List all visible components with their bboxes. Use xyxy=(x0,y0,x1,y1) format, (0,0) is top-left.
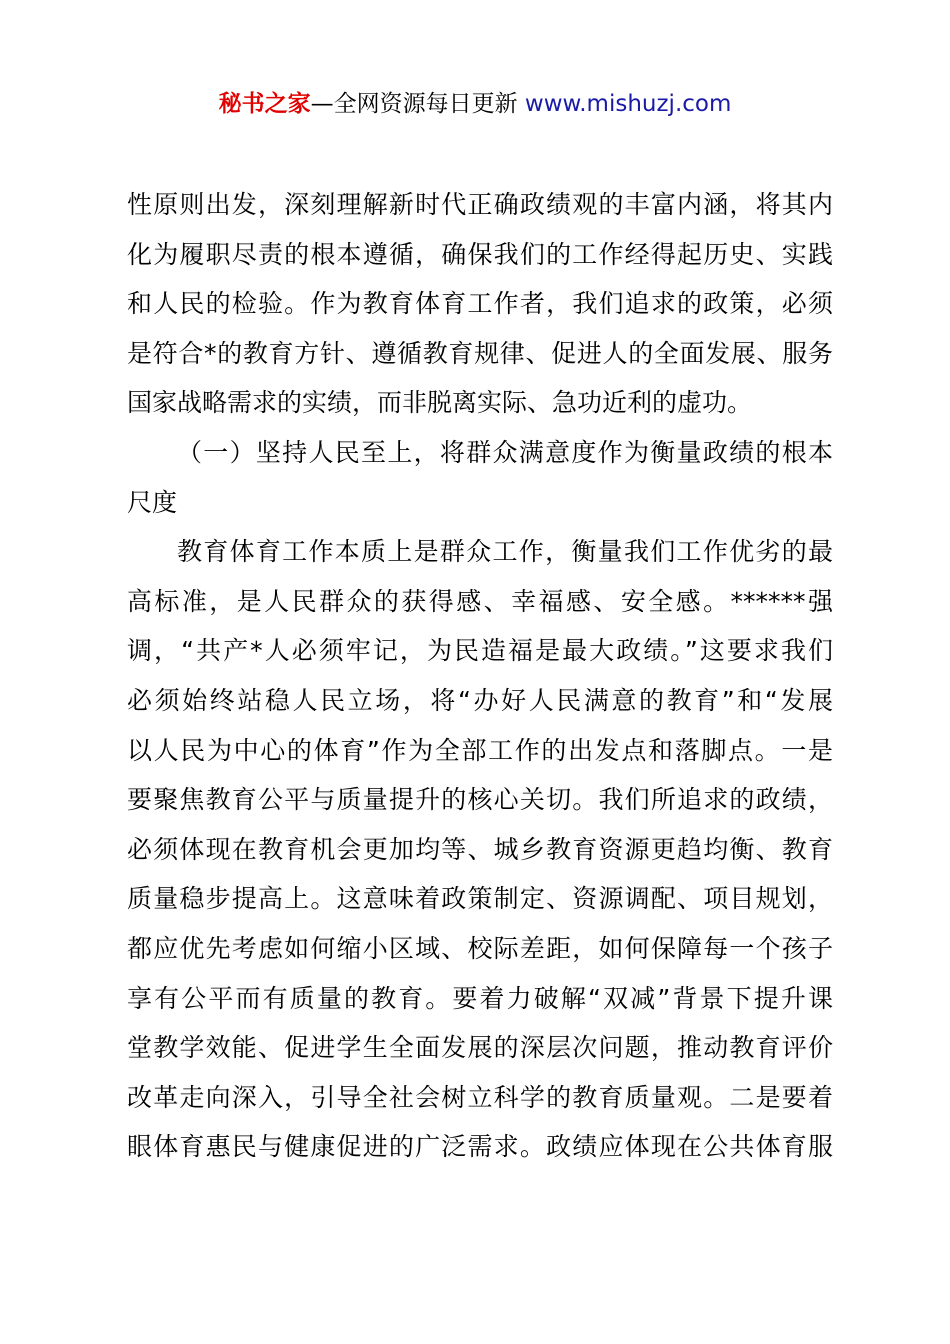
text-line: 教育体育工作本质上是群众工作，衡量我们工作优劣的最 xyxy=(177,537,833,567)
text-line: 堂教学效能、促进学生全面发展的深层次问题，推动教育评价 xyxy=(127,1033,833,1063)
text-line: 享有公平而有质量的教育。要着力破解“双减”背景下提升课 xyxy=(127,983,833,1013)
text-line: 调，“共产*人必须牢记，为民造福是最大政绩。”这要求我们 xyxy=(127,636,833,666)
text-line: 都应优先考虑如何缩小区域、校际差距，如何保障每一个孩子 xyxy=(127,933,833,963)
header-tagline: —全网资源每日更新 xyxy=(310,91,518,117)
document-body xyxy=(127,180,833,1172)
text-line: 必须始终站稳人民立场，将“办好人民满意的教育”和“发展 xyxy=(127,685,833,715)
site-header xyxy=(0,86,950,122)
text-line: 改革走向深入，引导全社会树立科学的教育质量观。二是要着 xyxy=(127,1082,833,1112)
text-line: 化为履职尽责的根本遵循，确保我们的工作经得起历史、实践 xyxy=(127,239,833,269)
text-line: 国家战略需求的实绩，而非脱离实际、急功近利的虚功。 xyxy=(127,388,753,418)
text-line: 质量稳步提高上。这意味着政策制定、资源调配、项目规划， xyxy=(127,884,833,914)
text-line: 必须体现在教育机会更加均等、城乡教育资源更趋均衡、教育 xyxy=(127,834,833,864)
text-line: 眼体育惠民与健康促进的广泛需求。政绩应体现在公共体育服 xyxy=(127,1132,833,1162)
text-line: 高标准，是人民群众的获得感、幸福感、安全感。******强 xyxy=(127,586,833,616)
section-heading-line: （一）坚持人民至上，将群众满意度作为衡量政绩的根本 xyxy=(177,437,833,467)
site-url-link[interactable]: www.mishuzj.com xyxy=(524,91,732,117)
text-line: 性原则出发，深刻理解新时代正确政绩观的丰富内涵，将其内 xyxy=(127,190,833,219)
section-heading-line: 尺度 xyxy=(127,487,178,517)
text-line: 和人民的检验。作为教育体育工作者，我们追求的政策，必须 xyxy=(127,289,833,319)
text-line: 要聚焦教育公平与质量提升的核心关切。我们所追求的政绩， xyxy=(127,785,833,815)
text-line: 以人民为中心的体育”作为全部工作的出发点和落脚点。一是 xyxy=(127,735,833,765)
brand-name: 秘书之家 xyxy=(218,91,311,117)
text-line: 是符合*的教育方针、遵循教育规律、促进人的全面发展、服务 xyxy=(127,338,833,368)
